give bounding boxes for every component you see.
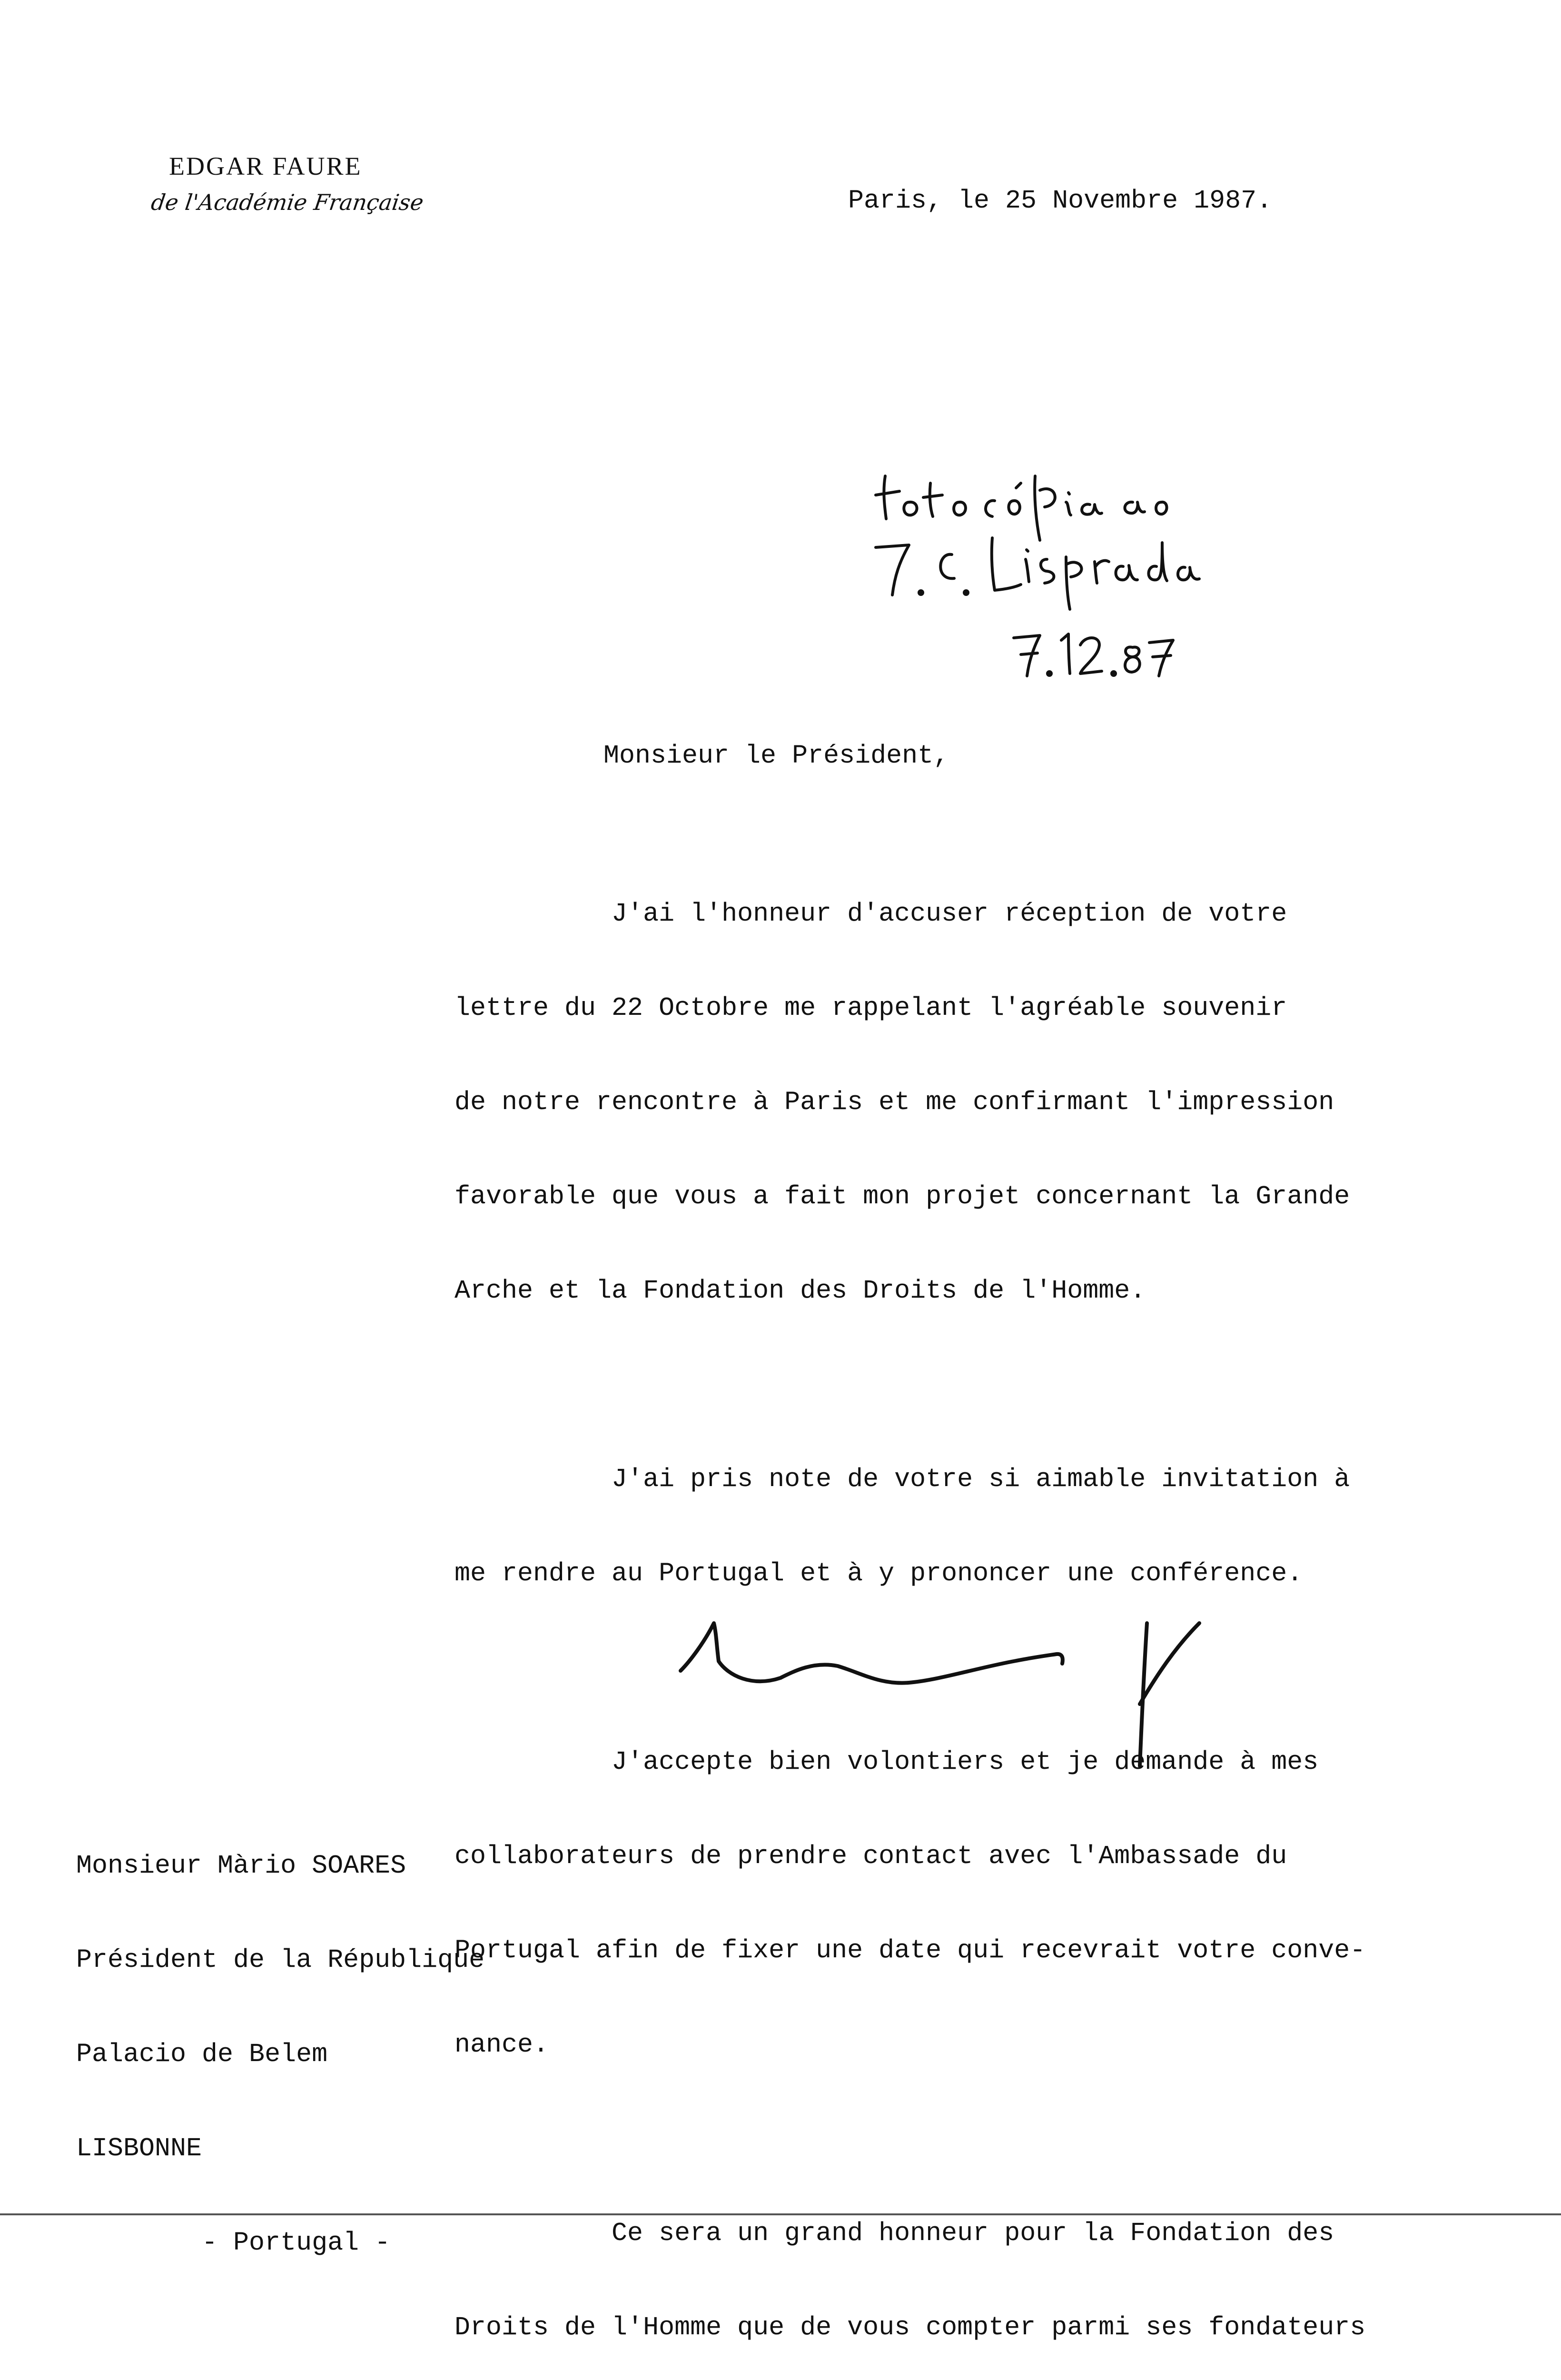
- text-line: Ce sera un grand honneur pour la Fondation des: [454, 2218, 1334, 2248]
- address-line: Palacio de Belem: [76, 2039, 328, 2069]
- paragraph: [454, 835, 1559, 1369]
- signature: [671, 1604, 1433, 1785]
- text-line: J'ai l'honneur d'accuser réception de votre: [454, 899, 1287, 929]
- text-line: Droits de l'Homme que de vous compter parmi ses fondateurs: [454, 2312, 1366, 2342]
- paragraph: [454, 2155, 1559, 2380]
- page-edge-line: [0, 2213, 1561, 2215]
- letterhead-subtitle: de l'Académie Française: [149, 189, 425, 215]
- handwritten-annotation: [857, 457, 1218, 685]
- text-line: Portugal afin de fixer une date qui recevrait votre conve-: [454, 1935, 1366, 1965]
- text-line: de notre rencontre à Paris et me confirmant l'impression: [454, 1087, 1334, 1117]
- text-line: Arche et la Fondation des Droits de l'Homme.: [454, 1276, 1146, 1306]
- text-line: collaborateurs de prendre contact avec l'Ambassade du: [454, 1841, 1287, 1871]
- address-line: Président de la République: [76, 1945, 485, 1975]
- address-line: - Portugal -: [76, 2228, 391, 2258]
- address-line: Monsieur Màrio SOARES: [76, 1851, 406, 1881]
- address-line: LISBONNE: [76, 2133, 202, 2163]
- recipient-address: [76, 1787, 484, 2321]
- letter-date: Paris, le 25 Novembre 1987.: [848, 186, 1273, 216]
- text-line: J'accepte bien volontiers et je demande à mes: [454, 1747, 1319, 1777]
- letterhead-name: EDGAR FAURE: [169, 152, 362, 180]
- text-line: favorable que vous a fait mon projet concernant la Grande: [454, 1181, 1350, 1211]
- text-line: lettre du 22 Octobre me rappelant l'agréable souvenir: [454, 993, 1287, 1023]
- salutation: Monsieur le Président,: [603, 741, 949, 771]
- text-line: nance.: [454, 2030, 549, 2060]
- text-line: J'ai pris note de votre si aimable invitation à: [454, 1464, 1350, 1494]
- text-line: me rendre au Portugal et à y prononcer une conférence.: [454, 1558, 1303, 1588]
